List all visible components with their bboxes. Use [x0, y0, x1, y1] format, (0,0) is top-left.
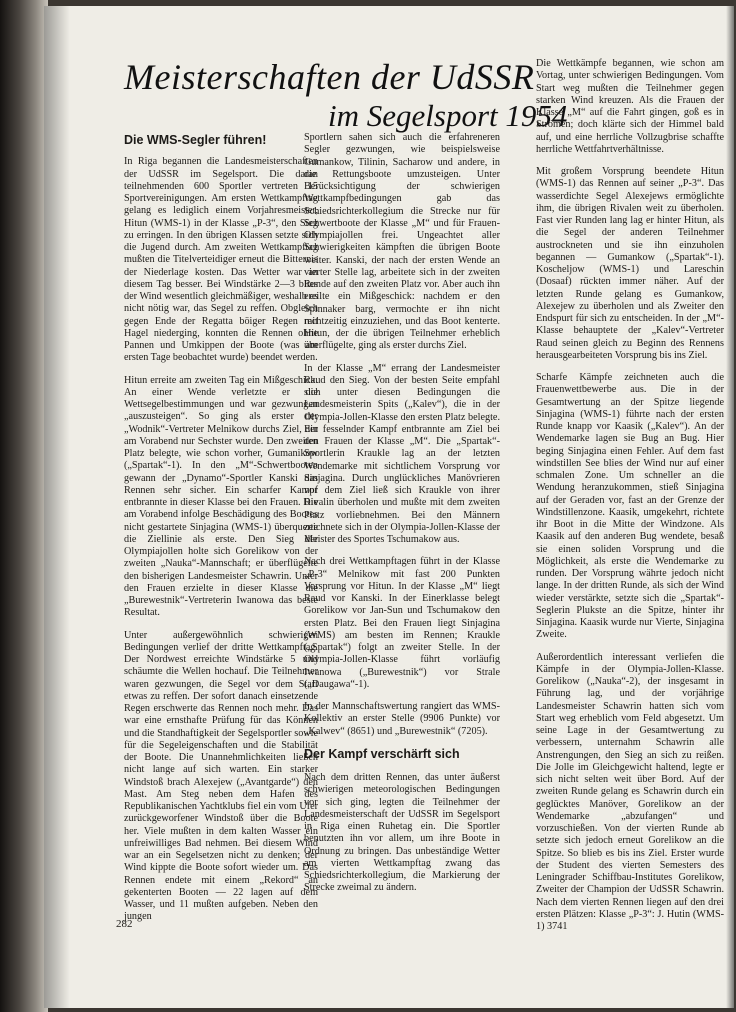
paragraph: Nach drei Wettkampftagen führt in der Klasse „P-3“ Melnikow mit fast 200 Punkten Vorsprung vor Hitun. In der Klasse „M“ liegt Raud vor Kanski. In der Einerklasse belegt Gorelikow vor Jan-Sun und Tschumakow den ersten Platz. Bei den Frauen liegt Sinjagina (WMS) am besten im Rennen; Kraukle („Spartak“) folgt an zweiter Stelle. In der Olympia-Jollen-Klasse führt vorläufig Iwanowa („Burewestnik“) vor Strale („Daugawa“-1). [304, 556, 500, 690]
paragraph: In Riga begannen die Landesmeisterschaften der UdSSR im Segelsport. Die daran teilnehmenden 600 Sportler vertreten 15 Sportvereinigungen. Am ersten Wettkampftag gelang es lediglich einem Vorjahresmeister, Hitun (WMS-1) in der Klasse „P-3“, den Sieg zu erringen. In den übrigen Klassen setzte sich die Jugend durch. Am zweiten Wettkampftag mußten die Titelverteidiger erneut die Bitternis der Niederlage kosten. Das Wetter war an diesem Tag besser. Bei Windstärke 2—3 blies der Wind wesentlich gleichmäßiger, weshalb es nicht nötig war, das Segel zu reffen. Obgleich gegen Ende der Regatta böiger Regen mit Hagel niederging, konnten die Rennen ohne Pannen und Umkippen der Boote (was am ersten Tage beobachtet wurde) beendet werden. [124, 156, 318, 364]
magazine-page [44, 6, 734, 1008]
paragraph: Die Wettkämpfe begannen, wie schon am Vortag, unter schwierigen Bedingungen. Vom Start weg mußten die Teilnehmer gegen starken Wind kreuzen. Als die Frauen der Klasse „M“ auf die Fahrt gingen, goß es in Strömen; doch klärte sich der Himmel bald auf, und eine herrliche Vollzugbrise schaffte herrliche Wettfahrtverhältnisse. [536, 58, 724, 155]
column-2 [304, 132, 500, 905]
column-3 [536, 58, 724, 938]
paragraph: Scharfe Kämpfe zeichneten auch die Frauenwettbewerbe aus. Die in der Gesamtwertung an der Spitze liegende Sinjagina (WMS-1) führte nach der ersten Runde knapp vor Kaasik („Kalev“). An der Wendemarke lagen sie Bug an Bug. Hier beging Sinjagina einen Fehler. Auf dem fast windstillen See blies der Wind nur auf einer schmalen Zone. Um schneller an die Wendung heranzukommen, stieß Sinjagina auf der Geraden vor, fast an der Grenze der Windstillenzone. Kaasik, umgekehrt, richtete ihr Boot in die Mitte der Windzone. Als Kaasik auf den anderen Bug wendete, besaß sie einen soliden Vorsprung und die Möglichkeit, als erste die Wendemarke zu runden. Der Vorsprung währte jedoch nicht lange. In der dritten Runde, als sich der Wind wieder verstärkte, setzte sich die „Spartak“-Seglerin Plukste an die Spitze, hinter ihr Sinjagina. Kaasik wurde nur Vierte, Sinjagina Zweite. [536, 372, 724, 641]
paragraph: In der Klasse „M“ errang der Landesmeister Raud den Sieg. Von der besten Seite empfahl sich unter diesen Bedingungen die Landesmeisterin Spits („Kalev“), die in der Olympia-Jollen-Klasse den ersten Platz belegte. Ein fesselnder Kampf entbrannte am Ziel bei den Frauen der Klasse „M“. Die „Spartak“-Sportlerin Kraukle lag an der letzten Wendemarke mit sichtlichem Vorsprung vor Sinjagina. Durch unglückliches Manövrieren vor dem Ziel ließ sich Kraukle von ihrer Rivalin überholen und mußte mit dem zweiten Platz vorliebnehmen. Bei den Männern zeichnete sich in der Olympia-Jollen-Klasse der Meister des Sportes Tschumakow aus. [304, 362, 500, 545]
paragraph: Außerordentlich interessant verliefen die Kämpfe in der Olympia-Jollen-Klasse. Gorelikow („Nauka“-2), der insgesamt in Führung lag, und der vorjährige Landesmeister Schawrin hatten sich vom Start weg erheblich vom Feld abgesetzt. Um seine Lage in der Gesamtwertung zu verbessern, unternahm Schawrin alle Anstrengungen, den Sieg an sich zu reißen. Die Jolle im Gleichgewicht haltend, legte er sich nicht selten weit über Bord. Auf der zweiten Runde gelang es Schawrin durch ein geglücktes Manöver, Gorelikow an der Wendemarke „abzufangen“ und vorzuschießen. Von der vierten Runde ab setzte sich jedoch erneut Gorelikow an die Spitze. So blieb es bis ins Ziel. Erster wurde der Student des vierten Semesters des Leningrader Schiffbau-Institutes Gorelikow, Zweiter der Champion der UdSSR Schawrin. Nach dem vierten Rennen liegen auf den drei ersten Plätzen: Klasse „P-3“: J. Hutin (WMS-1) 3741 [536, 651, 724, 932]
paragraph: In der Mannschaftswertung rangiert das WMS-Kollektiv an erster Stelle (9906 Punkte) vor „Kalwev“ (8651) und „Burewestnik“ (7205). [304, 701, 500, 737]
article-title-line2: im Segelsport 1954 [328, 98, 568, 133]
page-edge-shadow [726, 6, 734, 1008]
article-title-line1: Meisterschaften der UdSSR [124, 57, 535, 97]
subheading-second: Der Kampf verschärft sich [304, 746, 460, 761]
paragraph: Mit großem Vorsprung beendete Hitun (WMS-1) das Rennen auf seiner „P-3“. Das wasserdichte Segel Alexejews ermöglichte ihm, die übrigen Rivalen weit zu überholen. Fast vier Runden lang lag er hinter Hitun, als die Segel der anderen Teilnehmer austrockneten und sie ihn einzuholen begannen — Gumankow („Spartak“-1). Koscheljow (WMS-1) und Lareschin (Dosaaf) rückten immer näher. Auf der letzten Runde gelang es Gumankow, Alexejew zu überholen und als Zweiter den Endspurt für sich zu entscheiden. In der „M“-Klasse behauptete der „Kalev“-Vertreter Raud seinen gleich zu Beginn des Rennens herausgearbeiteten Vorsprung bis ins Ziel. [536, 166, 724, 361]
paragraph: Nach dem dritten Rennen, das unter äußerst schwierigen meteorologischen Bedingungen vor sich ging, legten die Teilnehmer der Landesmeisterschaft der UdSSR im Segelsport in Riga einen Ruhetag ein. Die Sportler benutzten ihn vor allem, um ihre Boote in Ordnung zu bringen. Das unbeständige Wetter am vierten Wettkampftag zwang das Schiedsrichterkollegium, die Markierung der Strecke zweimal zu ändern. [304, 772, 500, 894]
column-1 [124, 134, 318, 934]
book-spine [0, 0, 48, 1012]
paragraph: Hitun erreite am zweiten Tag ein Mißgeschick. An einer Wende verletzte er die Wettsegelbestimmungen und war gezwungen „auszusteigen“. So ging als erster der „Wodnik“-Vertreter Melnikow durchs Ziel, der am Vorabend nur Sechster wurde. Den zweiten Platz belegte, wie schon vorher, Gumanikow („Spartak“-1). In den „M“-Schwertbooten gewann der „Dynamo“-Sportler Kanski das Rennen sehr sicher. Ein scharfer Kampf entbrannte in dieser Klasse bei den Frauen. Die am Vorabend infolge Beschädigung des Bootes nicht gestartete Sinjagina (WMS-1) überquerte die Ziellinie als erste. Den Sieg der Olympiajollen holte sich Gorelikow von der zweiten „Nauka“-Mannschaft; er überflügelte den bisherigen Landesmeister Schawrin. Unter den Frauen erzielte in dieser Klasse die „Burewestnik“-Vertreterin Iwanowa das beste Resultat. [124, 374, 318, 619]
paragraph: Sportlern sahen sich auch die erfahreneren Segler gezwungen, wie beispielsweise Gumankow, Tilinin, Sacharow und andere, in die Rettungsboote umzusteigen. Unter Berücksichtigung der schwierigen Wettkampfbedingungen gab das Schiedsrichterkollegium die Strecke nur für Schwertboote der Klasse „M“ und für Frauen-Olympiajollen frei. Ungeachtet aller Schwierigkeiten kämpften die übrigen Boote weiter. Kanski, der nach der ersten Wende an vierter Stelle lag, arbeitete sich in der zweiten Runde auf den zweiten Platz vor. Aber auch ihn ereilte ein Mißgeschick: nachdem er den Spinnaker barg, vermochte er ihn nicht rechtzeitig einzuziehen, und das Boot kenterte. Hitun, der die übrigen Teilnehmer erheblich überflügelte, ging als erster durchs Ziel. [304, 132, 500, 352]
subheading-first: Die WMS-Segler führen! [124, 133, 267, 147]
page-number: 282 [116, 918, 133, 930]
paragraph: Unter außergewöhnlich schwierigen Bedingungen verlief der dritte Wettkampftag. Der Nordwest erreichte Windstärke 5 und schäumte die Wellen hochauf. Die Teilnehmer waren gezwungen, die Segel vor dem Start etwas zu reffen. Der sofort danach einsetzende Regen erschwerte das Rennen noch mehr. Das war eine ernsthafte Prüfung für das Können und die Standhaftigkeit der Segelsportler sowie für die Segeleigenschaften und die Stabilität der Boote. Die Unannehmlichkeiten ließen nicht lange auf sich warten. Ein starker Windstoß brach Alexejew („Avantgarde“) den Mast. Am Steg neben dem Hafen des Republikanischen Yachtklubs fiel ein vom Ufer zurückgeworfener Windstoß über die Boote her. Viele mußten in dem kalten Wasser ein unfreiwilliges Bad nehmen. Bei diesem Wind war an ein Segelsetzen nicht zu denken; der Wind kippte die Boote sofort wieder um. Das Rennen endete mit einem „Rekord“ an gekenterten Booten — 22 lagen auf dem Wasser, und 11 mußten aufgeben. Neben den jungen [124, 629, 318, 923]
